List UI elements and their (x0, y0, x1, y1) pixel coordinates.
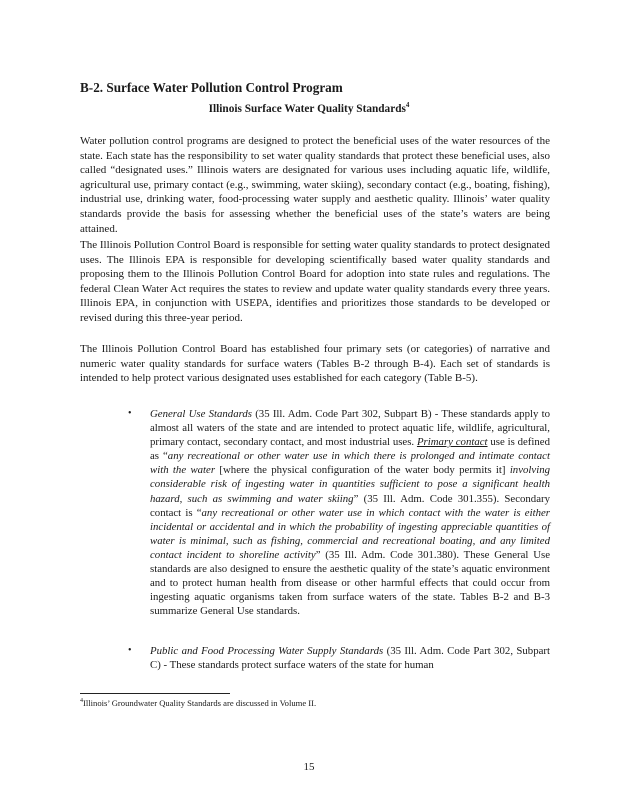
subheading-text: Illinois Surface Water Quality Standards (208, 102, 406, 115)
definition-text: any recreational or other water use in which contact with the water is either incidental or accidental and in which the probability of ingesting appreciable quantities of water is minimal, such as fishing, commercial and recreational boating, and any limited contact incident to shoreline activity (150, 506, 550, 561)
bullet-text: ” (35 Ill. Adm. Code 301.355). Secondary contact is “ (150, 492, 550, 519)
footnote (80, 698, 316, 708)
bullet-title: Public and Food Processing Water Supply Standards (150, 645, 384, 657)
footnote-text: Illinois’ Groundwater Quality Standards are discussed in Volume II. (83, 698, 317, 708)
definition-text: any recreational or other water use in which there is prolonged and intimate contact with the water (150, 450, 550, 477)
term-text: Primary contact (416, 436, 488, 449)
paragraph-designated-uses: Water pollution control programs are designed to protect the beneficial uses of the water resources of the state. Each state has the responsibility to set water quality standards that protect these beneficial uses, also called “designated uses.” Illinois waters are designated for various uses including aquatic life, wildlife, agricultural use, primary contact (e.g., swimming, water skiing), secondary contact (e.g., boating, fishing), industrial use, drinking water, food-processing water supply and aesthetic quality. Illinois’ water quality standards provide the basis for assessing whether the beneficial uses of the state’s waters are being attained. (80, 135, 550, 235)
bullet-text: use is defined as “ (150, 436, 550, 463)
bullet-text: (35 Ill. Adm. Code Part 302, Subpart C) - These standards protect surface waters of the state for human (150, 645, 550, 672)
bullet-icon: • (128, 645, 132, 656)
public-food-processing-standards-text (150, 644, 550, 672)
footnote-divider (80, 693, 230, 694)
definition-text: involving considerable risk of ingesting water in quantities sufficient to pose a significant health hazard, such as swimming and water skiing (150, 464, 550, 505)
section-heading: B-2. Surface Water Pollution Control Program (80, 80, 343, 95)
bullet-icon: • (128, 408, 132, 419)
subheading (0, 101, 618, 115)
page-number: 15 (303, 761, 315, 773)
term-primary-contact (417, 436, 488, 448)
paragraph-pollution-control-board: The Illinois Pollution Control Board is responsible for setting water quality standards to protect designated uses. The Illinois EPA is responsible for developing scientifically based water quality standards and proposing them to the Illinois Pollution Control Board for adoption into state rules and regulations. The federal Clean Water Act requires the states to review and update water quality standards every three years. Illinois EPA, in conjunction with USEPA, identifies and prioritizes those standards to be developed or revised during this three-year period. (80, 239, 550, 324)
bullet-text: ” (35 Ill. Adm. Code 301.380). These General Use standards are also designed to ensure the aesthetic quality of the state’s aquatic environment and to protect human health from disease or other harmful effects that could occur from ingesting aquatic organisms taken from surface waters of the state. Tables B-2 and B-3 summarize General Use standards. (150, 548, 550, 618)
bullet-text: [where the physical configuration of the water body permits it] (215, 464, 510, 477)
bullet-text: (35 Ill. Adm. Code Part 302, Subpart B) - These standards apply to almost all waters of the state and are intended to protect aquatic life, wildlife, agricultural, primary contact, secondary contact, and most industrial uses. (150, 408, 550, 449)
general-use-standards-text (150, 407, 550, 618)
bullet-title: General Use Standards (150, 408, 252, 420)
footnote-reference: 4 (405, 101, 410, 109)
footnote-marker: 4 (80, 698, 83, 705)
paragraph-standard-categories: The Illinois Pollution Control Board has established four primary sets (or categories) of narrative and numeric water quality standards for surface waters (Tables B-2 through B-4). Each set of standards is intended to help protect various designated uses established for each category (Table B-5). (80, 343, 550, 385)
